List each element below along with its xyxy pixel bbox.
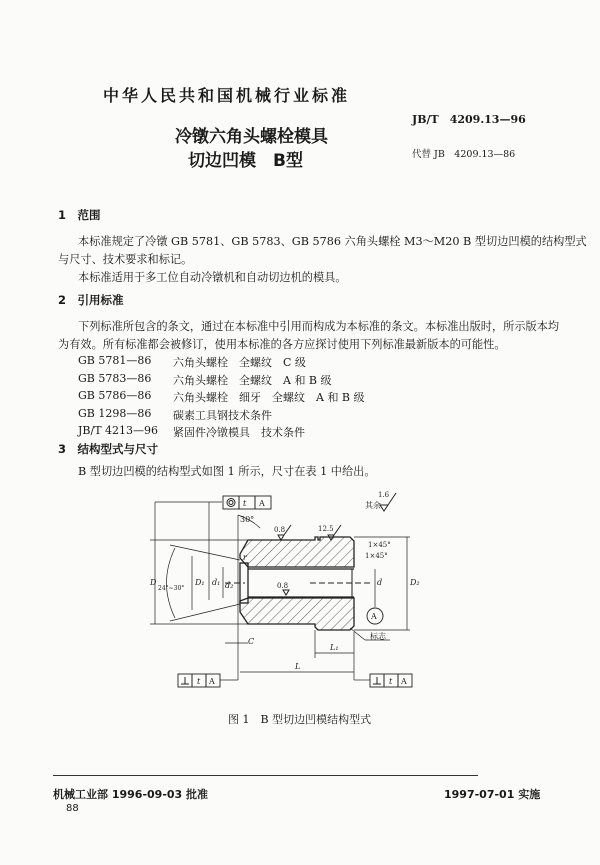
section-3-heading: 3 结构型式与尺寸 [58, 442, 159, 456]
reference-code: GB 5786—86 [78, 389, 152, 402]
section-1-para: 本标准适用于多工位自动冷镦机和自动切边机的模具。 [78, 271, 347, 284]
reference-title: 六角头螺栓 全螺纹 C 级 [173, 356, 306, 369]
reference-title: 六角头螺栓 全螺纹 A 和 B 级 [173, 374, 332, 387]
label-L: L [295, 662, 301, 671]
section-1-para: 与尺寸、技术要求和标记。 [58, 253, 193, 266]
reference-code: GB 5783—86 [78, 372, 152, 385]
fcf-top-tolerance: t [243, 499, 247, 508]
section-2-para: 为有效。所有标准都会被修订，使用本标准的各方应探讨使用下列标准最新版本的可能性。 [58, 338, 506, 351]
die-section-upper [240, 537, 354, 567]
label-roughness: 0.8 [274, 526, 286, 534]
label-mark: 标志 [370, 632, 386, 641]
label-rest: 其余 [365, 501, 381, 510]
reference-title: 碳素工具钢技术条件 [173, 409, 272, 422]
reference-title: 六角头螺栓 细牙 全螺纹 A 和 B 级 [173, 391, 365, 404]
label-D2: D₂ [410, 578, 420, 587]
fcf-top-datum: A [259, 499, 265, 508]
label-roughness: 12.5 [318, 525, 334, 533]
label-r: r [243, 553, 247, 562]
reference-code: GB 5781—86 [78, 354, 152, 367]
fcf-left-datum: A [209, 677, 215, 686]
page-number: 88 [66, 803, 79, 814]
label-rest-value: 1.6 [378, 491, 390, 499]
section-2-para: 下列标准所包含的条文，通过在本标准中引用而构成为本标准的条文。本标准出版时，所示版本均 [78, 320, 560, 333]
label-D: D [150, 578, 157, 587]
section-2-heading: 2 引用标准 [58, 293, 124, 307]
section-1-para: 本标准规定了冷镦 GB 5781、GB 5783、GB 5786 六角头螺栓 M3～M20 B 型切边凹模的结构型式 [78, 235, 587, 248]
label-roughness: 0.8 [277, 582, 289, 590]
footer-divider [53, 775, 478, 776]
replaces-standard: 代替 JB 4209.13—86 [412, 149, 516, 160]
section-3-para: B 型切边凹模的结构型式如图 1 所示，尺寸在表 1 中给出。 [78, 465, 376, 478]
die-section-lower [240, 598, 354, 630]
fcf-right-datum: A [401, 677, 407, 686]
standard-number: JB/T 4209.13—96 [412, 113, 526, 126]
label-D1: D₁ [195, 578, 205, 587]
effective-date: 1997-07-01 实施 [444, 788, 541, 801]
document-title-line2: 切边凹模 B型 [188, 151, 303, 171]
label-d1: d₁ [212, 578, 221, 587]
label-chamfer: 1×45° [365, 552, 388, 560]
reference-code: GB 1298—86 [78, 407, 152, 420]
label-angle-30: 30° [240, 515, 255, 524]
reference-code: JB/T 4213—96 [78, 424, 159, 437]
figure-caption: 图 1 B 型切边凹模结构型式 [228, 713, 372, 726]
section-1-heading: 1 范围 [58, 208, 101, 222]
fcf-right-tolerance: t [389, 677, 393, 686]
label-L1: L₁ [330, 643, 339, 652]
reference-title: 紧固件冷镦模具 技术条件 [173, 426, 305, 439]
fcf-left-tolerance: t [197, 677, 201, 686]
label-chamfer: 1×45° [368, 541, 391, 549]
document-title-line1: 冷镦六角头螺栓模具 [175, 127, 328, 147]
label-datum-A: A [371, 612, 377, 621]
label-d: d [377, 578, 383, 587]
issuing-authority: 中华人民共和国机械行业标准 [103, 86, 351, 105]
label-d2: d₂ [225, 581, 234, 590]
label-angle-24: 24°~30° [158, 585, 185, 592]
label-C: C [248, 637, 255, 646]
approval-date: 机械工业部 1996-09-03 批准 [53, 788, 209, 801]
